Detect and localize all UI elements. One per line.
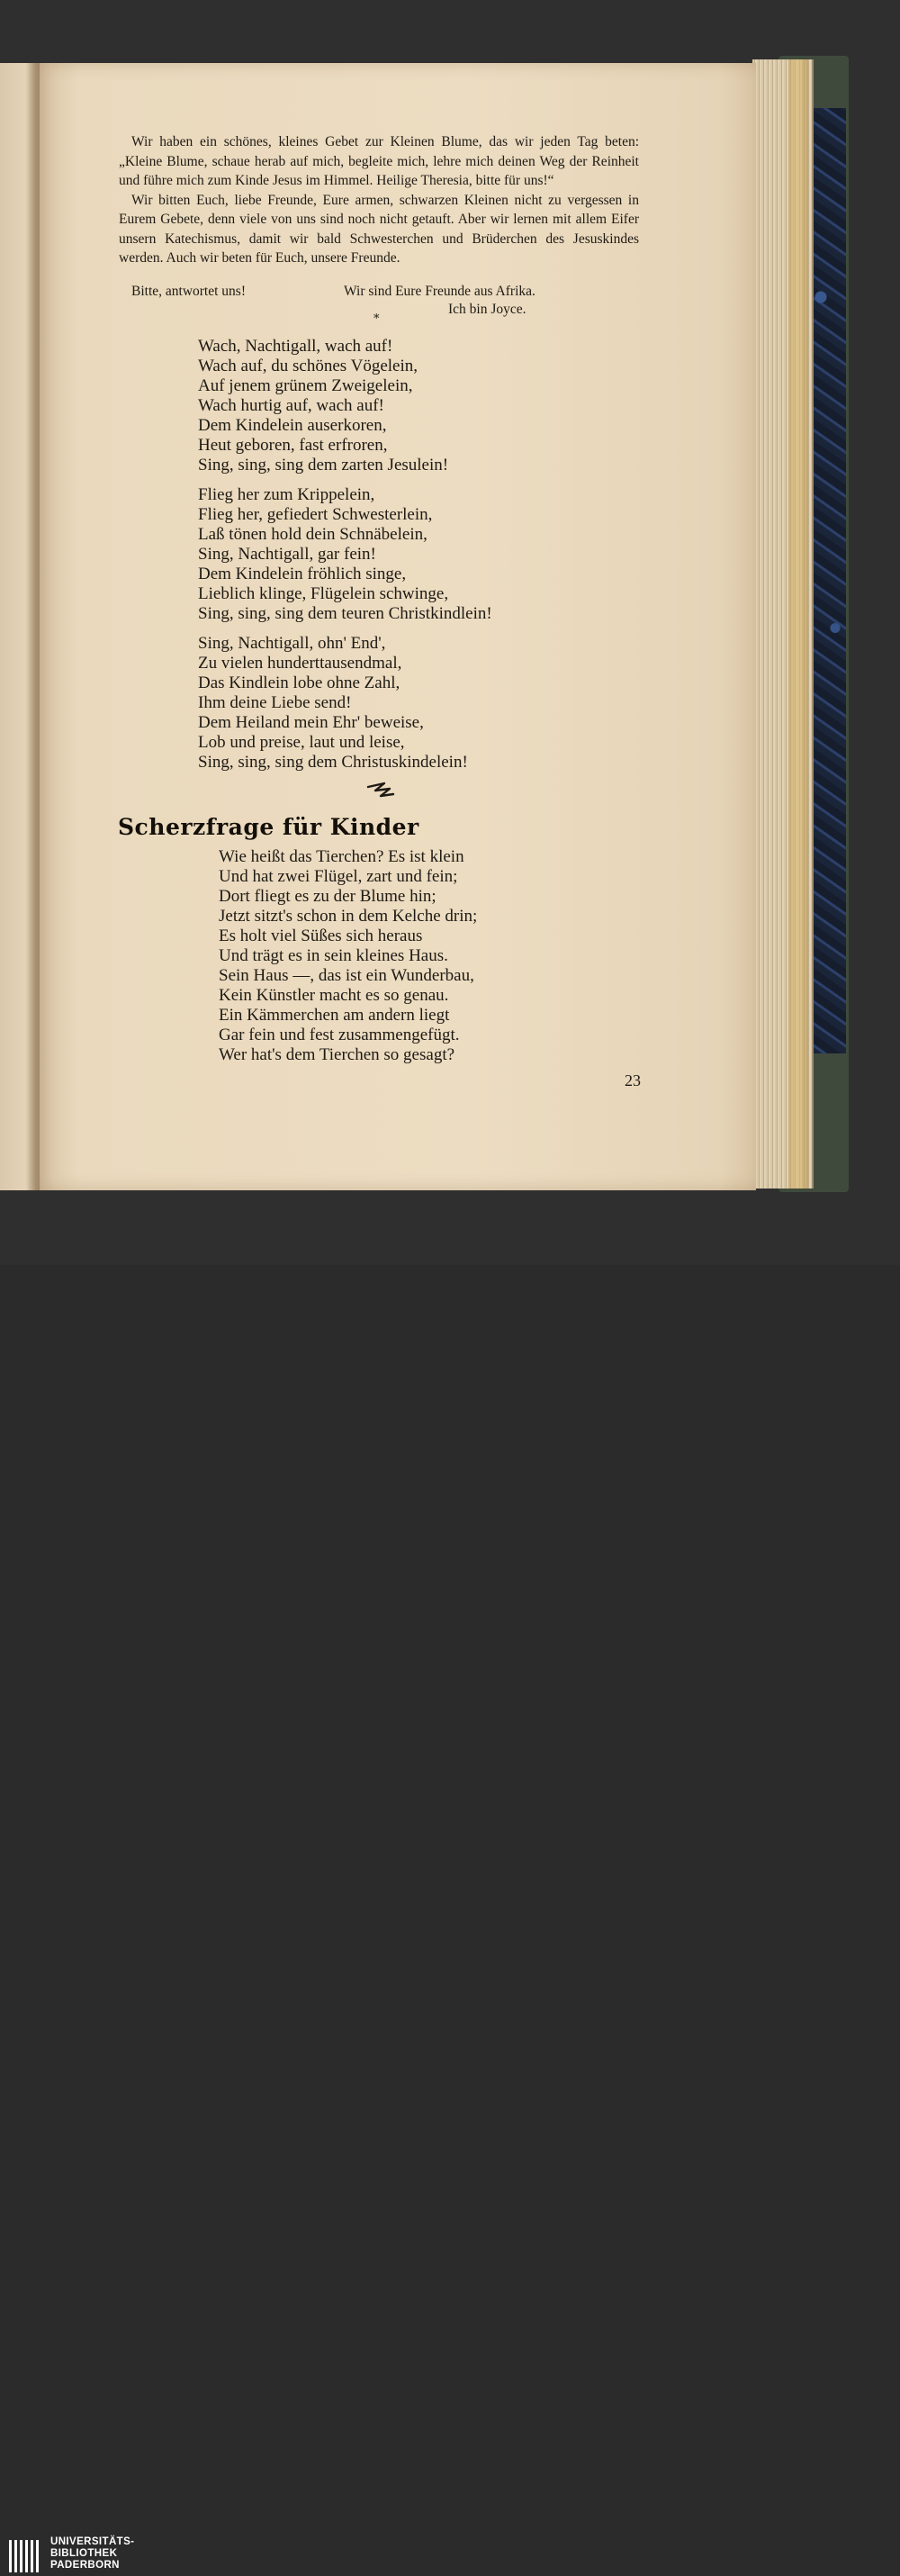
library-footer — [0, 1265, 900, 2571]
signoff-right: Wir sind Eure Freunde aus Afrika. — [344, 284, 536, 299]
poem-line: Sing, sing, sing dem teuren Christkindlein! — [198, 604, 492, 623]
poem-stanza — [198, 337, 594, 475]
riddle-line: Wer hat's dem Tierchen so gesagt? — [219, 1045, 455, 1064]
poem-line: Dem Kindelein auserkoren, — [198, 416, 387, 435]
poem-line: Dem Kindelein fröhlich singe, — [198, 565, 407, 583]
poem-line: Sing, sing, sing dem zarten Jesulein! — [198, 456, 449, 475]
poem-line: Heut geboren, fast erfroren, — [198, 436, 388, 455]
poem-line: Ihm deine Liebe send! — [198, 693, 352, 712]
poem-stanza — [198, 485, 594, 624]
logo-line: UNIVERSITÄTS- — [50, 2536, 135, 2547]
poem-line: Flieg her zum Krippelein, — [198, 485, 375, 504]
poem-line: Wach, Nachtigall, wach auf! — [198, 337, 393, 356]
riddle-line: Und hat zwei Flügel, zart und fein; — [219, 867, 458, 886]
scan-background — [0, 0, 900, 1265]
gilt-edge — [788, 59, 808, 1189]
section-separator: * — [374, 312, 380, 326]
riddle-line: Jetzt sitzt's schon in dem Kelche drin; — [219, 907, 478, 926]
poem-line: Sing, Nachtigall, gar fein! — [198, 545, 376, 564]
poem — [198, 337, 594, 782]
riddle-line: Kein Künstler macht es so genau. — [219, 986, 449, 1005]
poem-line: Laß tönen hold dein Schnäbelein, — [198, 525, 428, 544]
prose-paragraph: Wir haben ein schönes, kleines Gebet zur Kleinen Blume, das wir jeden Tag beten: „Kleine Blume, schaue herab auf mich, begleite mich, lehre mich deinen Weg der Reinheit und führe mich zum Kinde Jesus im Himmel. Heilige Theresia, bitte für uns!“ — [119, 134, 639, 188]
riddle-poem — [219, 847, 597, 1065]
poem-line: Sing, sing, sing dem Christuskindelein! — [198, 753, 468, 772]
prose-paragraph: Wir bitten Euch, liebe Freunde, Eure armen, schwarzen Kleinen nicht zu vergessen in Eurem Gebete, denn viele von uns sind noch nicht getauft. Aber wir lernen mit allem Eifer unsern Katechismus, damit wir bald Schwesterchen und Brüderchen des Jesuskindes werden. Auch wir beten für Euch, unsere Freunde. — [119, 192, 639, 266]
section-heading: Scherzfrage für Kinder — [118, 814, 419, 840]
poem-line: Wach auf, du schönes Vögelein, — [198, 357, 418, 375]
poem-line: Lieblich klinge, Flügelein schwinge, — [198, 584, 449, 603]
logo-line: PADERBORN — [50, 2560, 120, 2571]
poem-line: Lob und preise, laut und leise, — [198, 733, 405, 752]
library-logo-icon — [7, 2536, 43, 2576]
poem-line: Zu vielen hunderttausendmal, — [198, 654, 402, 673]
poem-line: Wach hurtig auf, wach auf! — [198, 396, 384, 415]
poem-stanza — [198, 634, 594, 773]
riddle-line: Und trägt es in sein kleines Haus. — [219, 946, 448, 965]
riddle-line: Ein Kämmerchen am andern liegt — [219, 1006, 450, 1025]
riddle-line: Sein Haus —, das ist ein Wunderbau, — [219, 966, 474, 985]
marbled-cover — [810, 108, 846, 1053]
signoff-left: Bitte, antwortet uns! — [131, 284, 246, 299]
flourish-ornament-icon — [364, 780, 397, 801]
riddle-line: Gar fein und fest zusammengefügt. — [219, 1026, 460, 1044]
signoff-name: Ich bin Joyce. — [448, 302, 526, 317]
logo-line: BIBLIOTHEK — [50, 2548, 118, 2559]
poem-line: Auf jenem grünem Zweigelein, — [198, 376, 413, 395]
poem-line: Flieg her, gefiedert Schwesterlein, — [198, 505, 433, 524]
poem-line: Dem Heiland mein Ehr' beweise, — [198, 713, 424, 732]
gutter-shadow — [27, 63, 40, 1190]
riddle-line: Es holt viel Süßes sich heraus — [219, 926, 423, 945]
poem-line: Das Kindlein lobe ohne Zahl, — [198, 673, 400, 692]
letter-prose — [119, 132, 639, 268]
poem-line: Sing, Nachtigall, ohn' End', — [198, 634, 386, 653]
library-logo-text — [50, 2536, 134, 2571]
page-number: 23 — [625, 1071, 641, 1089]
riddle-line: Wie heißt das Tierchen? Es ist klein — [219, 847, 464, 866]
riddle-line: Dort fliegt es zu der Blume hin; — [219, 887, 436, 906]
